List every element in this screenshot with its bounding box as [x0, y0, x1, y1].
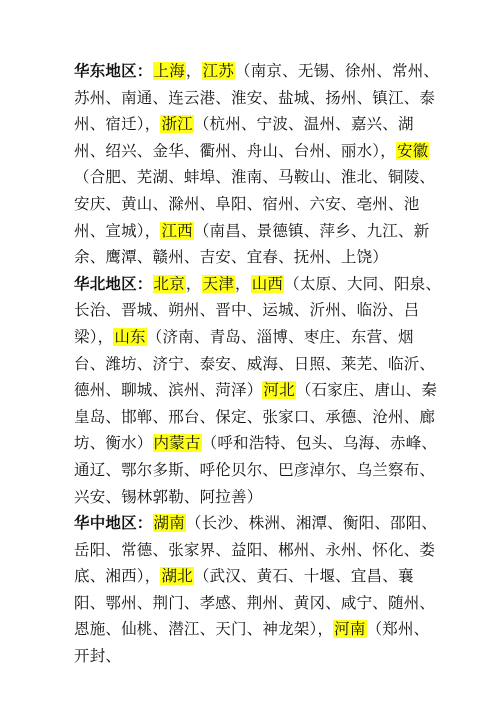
province-highlight: 安徽 [396, 141, 429, 160]
province-highlight: 湖南 [153, 514, 185, 533]
text-segment: ， [235, 274, 251, 293]
province-highlight: 河北 [263, 381, 295, 400]
city-list: （呼和浩特、包头、乌海、赤峰、通辽、鄂尔多斯、呼伦贝尔、巴彦淖尔、乌兰察布、兴安、锡林郭勒、阿拉善） [74, 434, 438, 506]
province-highlight: 天津 [202, 274, 235, 293]
city-list: （济南、青岛、淄博、枣庄、东营、烟台、潍坊、济宁、泰安、威海、日照、莱芜、临沂、德州、聊城、滨州、菏泽） [74, 327, 436, 400]
city-list: （太原、大同、阳泉、长治、晋城、朔州、晋中、运城、沂州、临汾、吕梁）， [74, 274, 442, 346]
region-east-china [74, 58, 442, 271]
province-highlight: 山东 [114, 327, 146, 346]
province-highlight: 浙江 [161, 115, 193, 134]
city-list: （石家庄、唐山、秦皇岛、邯郸、邢台、保定、张家口、承德、沧州、廊坊、衡水） [74, 381, 438, 453]
text-segment: ， [185, 62, 202, 80]
province-highlight: 江苏 [202, 62, 235, 80]
city-list: （杭州、宁波、温州、嘉兴、湖州、绍兴、金华、衢州、舟山、台州、丽水）， [74, 115, 414, 160]
province-highlight: 北京 [153, 274, 185, 293]
text-segment: ， [185, 274, 202, 293]
region-north-china [74, 271, 442, 510]
province-highlight: 湖北 [161, 567, 193, 586]
province-highlight: 山西 [251, 274, 284, 293]
city-list: （武汉、黄石、十堰、宜昌、襄阳、鄂州、荆门、孝感、荆州、黄冈、咸宁、随州、恩施、仙桃、潜江、天门、神龙架）， [74, 567, 436, 639]
province-highlight: 内蒙古 [153, 434, 201, 453]
province-highlight: 上海 [153, 62, 185, 80]
city-list: （南京、无锡、徐州、常州、苏州、南通、连云港、淮安、盐城、扬州、镇江、泰州、宿迁）， [74, 62, 440, 134]
region-label: 华北地区： [74, 274, 153, 293]
province-highlight: 江西 [161, 221, 193, 240]
region-label: 华中地区： [74, 514, 153, 533]
city-list: （合肥、芜湖、蚌埠、淮南、马鞍山、淮北、铜陵、安庆、黄山、滁州、阜阳、宿州、六安、亳州、池州、宣城）， [74, 168, 436, 240]
region-label: 华东地区： [74, 62, 153, 80]
document-body [74, 58, 442, 670]
region-central-china [74, 510, 442, 670]
city-list: （南昌、景德镇、萍乡、九江、新余、鹰潭、赣州、吉安、宜春、抚州、上饶） [74, 221, 430, 267]
province-highlight: 河南 [334, 620, 366, 639]
city-list: （长沙、株洲、湘潭、衡阳、邵阳、岳阳、常德、张家界、益阳、郴州、永州、怀化、娄底、湘西）， [74, 514, 438, 586]
city-list: （郑州、开封、 [74, 620, 430, 666]
